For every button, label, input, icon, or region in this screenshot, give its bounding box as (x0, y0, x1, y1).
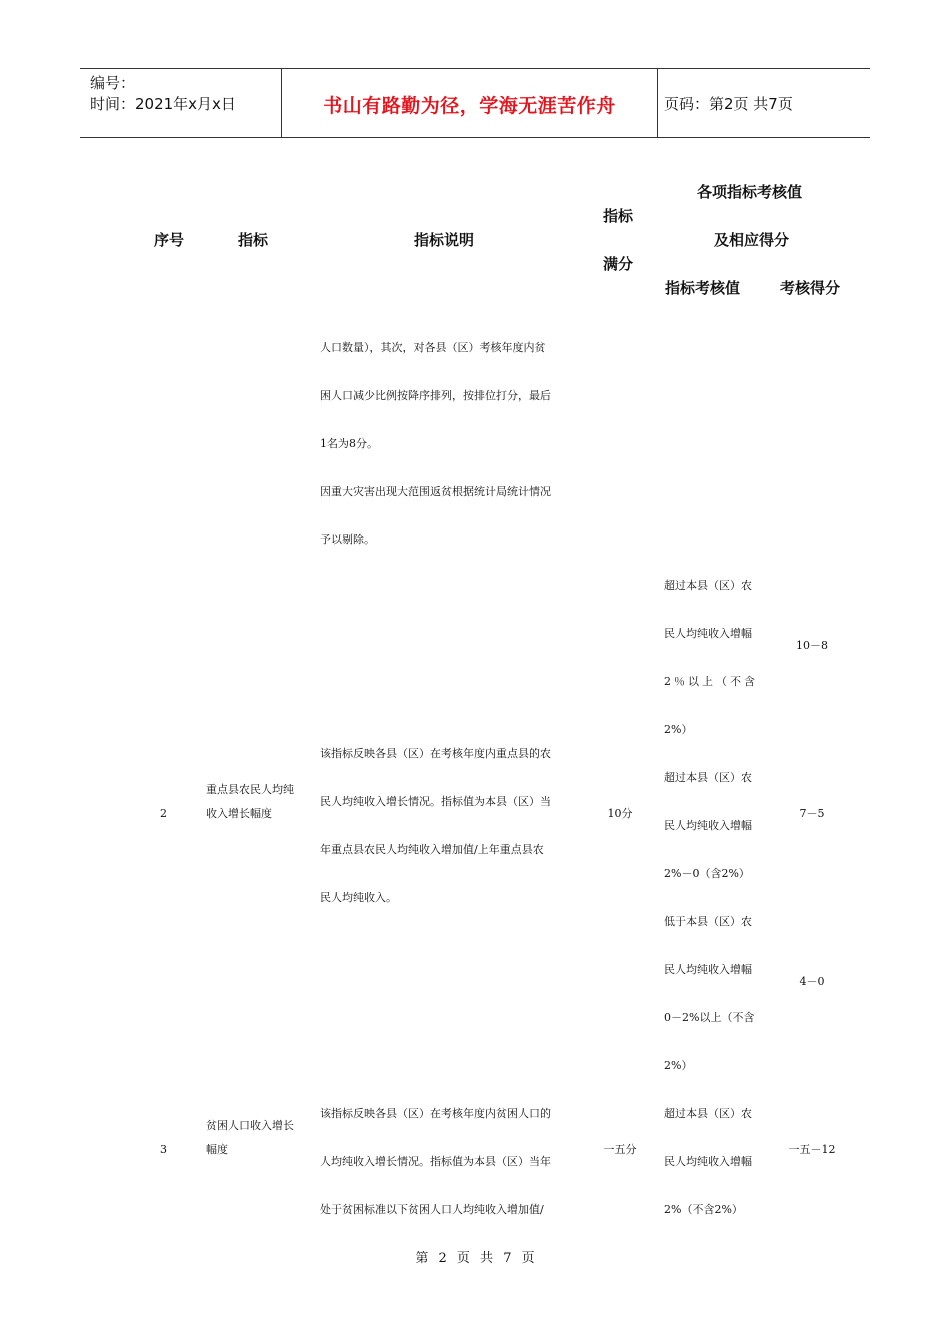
tier-line: 民人均纯收入增幅 (664, 963, 752, 976)
row2-tier3-score: 4－0 (799, 975, 825, 988)
tier-line: 超过本县（区）农 (664, 771, 752, 784)
description-line: 1名为8分。 (320, 437, 378, 450)
tier-line: 民人均纯收入增幅 (664, 819, 752, 832)
row2-tier2-score: 7－5 (799, 807, 825, 820)
description-line: 因重大灾害出现大范围返贫根据统计局统计情况 (320, 485, 551, 498)
tier-line: 2%） (664, 723, 693, 736)
row3-full: 一五分 (603, 1143, 637, 1156)
indicator-line: 重点县农民人均纯 (206, 783, 294, 796)
tier-line: 民人均纯收入增幅 (664, 1155, 752, 1168)
tier-line: 0－2%以上（不含 (664, 1011, 755, 1024)
indicator-line: 幅度 (206, 1143, 228, 1156)
description-line: 该指标反映各县（区）在考核年度内重点县的农 (320, 747, 551, 760)
row3-tier1-score: 一五－12 (788, 1143, 836, 1156)
description-line: 予以剔除。 (320, 533, 375, 546)
tier-line: 低于本县（区）农 (664, 915, 752, 928)
description-line: 人口数量），其次，对各县（区）考核年度内贫 (320, 341, 546, 354)
indicator-line: 收入增长幅度 (206, 807, 272, 820)
description-line: 人均纯收入增长情况。指标值为本县（区）当年 (320, 1155, 551, 1168)
row2-tier1-value (664, 562, 758, 754)
description-line: 民人均纯收入增长情况。指标值为本县（区）当 (320, 795, 551, 808)
col-value: 指标考核值 (665, 279, 741, 297)
tier-line: 2％以上（不含 (664, 675, 758, 688)
row3-indicator (206, 1114, 294, 1162)
header-meta (90, 73, 236, 115)
col-group-a: 各项指标考核值 (697, 183, 803, 201)
tier-line: 2%（不含2%） (664, 1203, 743, 1216)
row2-seq: 2 (160, 807, 167, 820)
tier-line: 超过本县（区）农 (664, 579, 752, 592)
description-line: 民人均纯收入。 (320, 891, 397, 904)
row3-tier1-value (664, 1090, 752, 1234)
motto: 书山有路勤为径，学海无涯苦作舟 (323, 95, 616, 117)
col-indicator: 指标 (238, 231, 269, 249)
indicator-line: 贫困人口收入增长 (206, 1119, 294, 1132)
description-line: 该指标反映各县（区）在考核年度内贫困人口的 (320, 1107, 551, 1120)
row3-description (320, 1090, 551, 1234)
row2-tier1-score: 10－8 (796, 639, 828, 652)
description-line: 困人口减少比例按降序排列，按排位打分，最后 (320, 389, 551, 402)
col-full-a: 指标 (603, 207, 634, 225)
description-line: 年重点县农民人均纯收入增加值/上年重点县农 (320, 843, 544, 856)
time-label: 时间：2021年x月x日 (90, 95, 236, 113)
col-full-b: 满分 (603, 255, 634, 273)
continued-description (320, 324, 551, 564)
tier-line: 2%－0（含2%） (664, 867, 750, 880)
col-description: 指标说明 (414, 231, 475, 249)
row2-indicator (206, 778, 294, 826)
col-score: 考核得分 (780, 279, 841, 297)
row2-tier2-value (664, 754, 752, 898)
tier-line: 2%） (664, 1059, 693, 1072)
row3-seq: 3 (160, 1143, 167, 1156)
header-divider (657, 69, 658, 137)
page-label: 页码：第2页 共7页 (664, 95, 793, 113)
tier-line: 超过本县（区）农 (664, 1107, 752, 1120)
row2-tier3-value (664, 898, 754, 1090)
col-seq: 序号 (154, 231, 185, 249)
row2-description (320, 730, 551, 922)
row2-full: 10分 (607, 807, 633, 820)
document-header (80, 68, 870, 138)
tier-line: 民人均纯收入增幅 (664, 627, 752, 640)
page-footer: 第 2 页 共 7 页 (415, 1251, 535, 1266)
description-line: 处于贫困标准以下贫困人口人均纯收入增加值/ (320, 1203, 544, 1216)
col-group-b: 及相应得分 (714, 231, 790, 249)
number-label: 编号： (90, 74, 136, 92)
